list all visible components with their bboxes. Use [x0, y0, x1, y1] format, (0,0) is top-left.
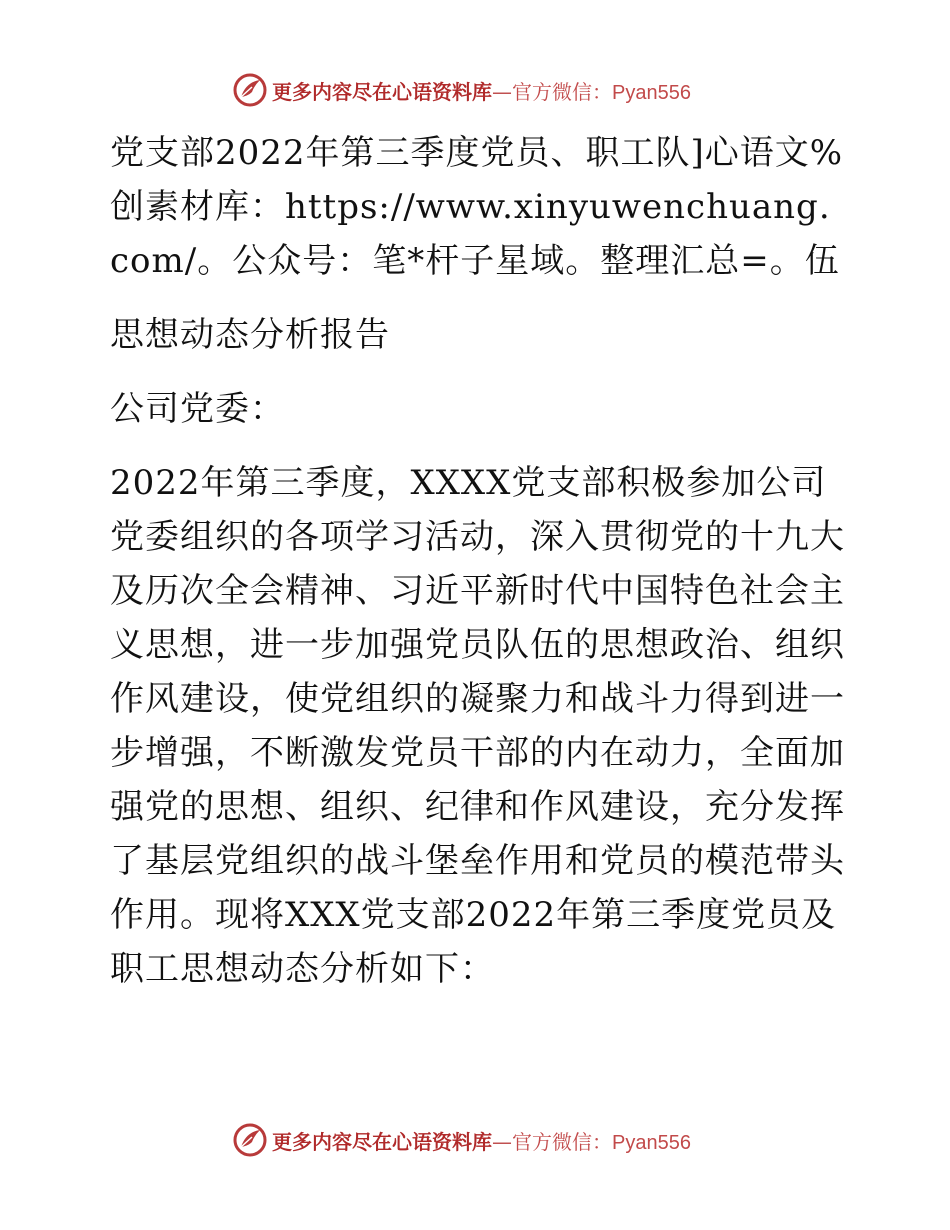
salutation: 公司党委：: [110, 389, 285, 429]
header-separator: ：: [592, 79, 612, 104]
header-wechat-label: 官方微信: [512, 79, 592, 104]
footer-separator: ：: [592, 1129, 612, 1154]
document-content: [100, 126, 850, 996]
footer-banner-text: [272, 1126, 691, 1155]
footer-wechat-id: Pyan556: [612, 1131, 691, 1154]
footer-banner: [232, 1120, 691, 1160]
quill-logo-icon: [232, 1122, 268, 1158]
footer-dash: —: [492, 1129, 512, 1154]
document-title: 思想动态分析报告: [110, 315, 390, 355]
quill-logo-icon: [232, 72, 268, 108]
header-dash: —: [492, 79, 512, 104]
header-site-name: 更多内容尽在心语资料库: [272, 79, 492, 104]
header-banner: [232, 70, 691, 110]
header-banner-text: [272, 76, 691, 105]
header-wechat-id: Pyan556: [612, 81, 691, 104]
footer-site-name: 更多内容尽在心语资料库: [272, 1129, 492, 1154]
intro-paragraph: 党支部2022年第三季度党员、职工队]心语文%创素材库：https://www.xinyuwenchuang.com/。公众号：笔*杆子星域。整理汇总=。伍: [110, 133, 844, 281]
footer-wechat-label: 官方微信: [512, 1129, 592, 1154]
body-paragraph: 2022年第三季度，XXXX党支部积极参加公司党委组织的各项学习活动，深入贯彻党的十九大及历次全会精神、习近平新时代中国特色社会主义思想，进一步加强党员队伍的思想政治、组织作风建设，使党组织的凝聚力和战斗力得到进一步增强，不断激发党员干部的内在动力，全面加强党的思想、组织、纪律和作风建设，充分发挥了基层党组织的战斗堡垒作用和党员的模范带头作用。现将XXX党支部2022年第三季度党员及职工思想动态分析如下：: [110, 463, 845, 989]
